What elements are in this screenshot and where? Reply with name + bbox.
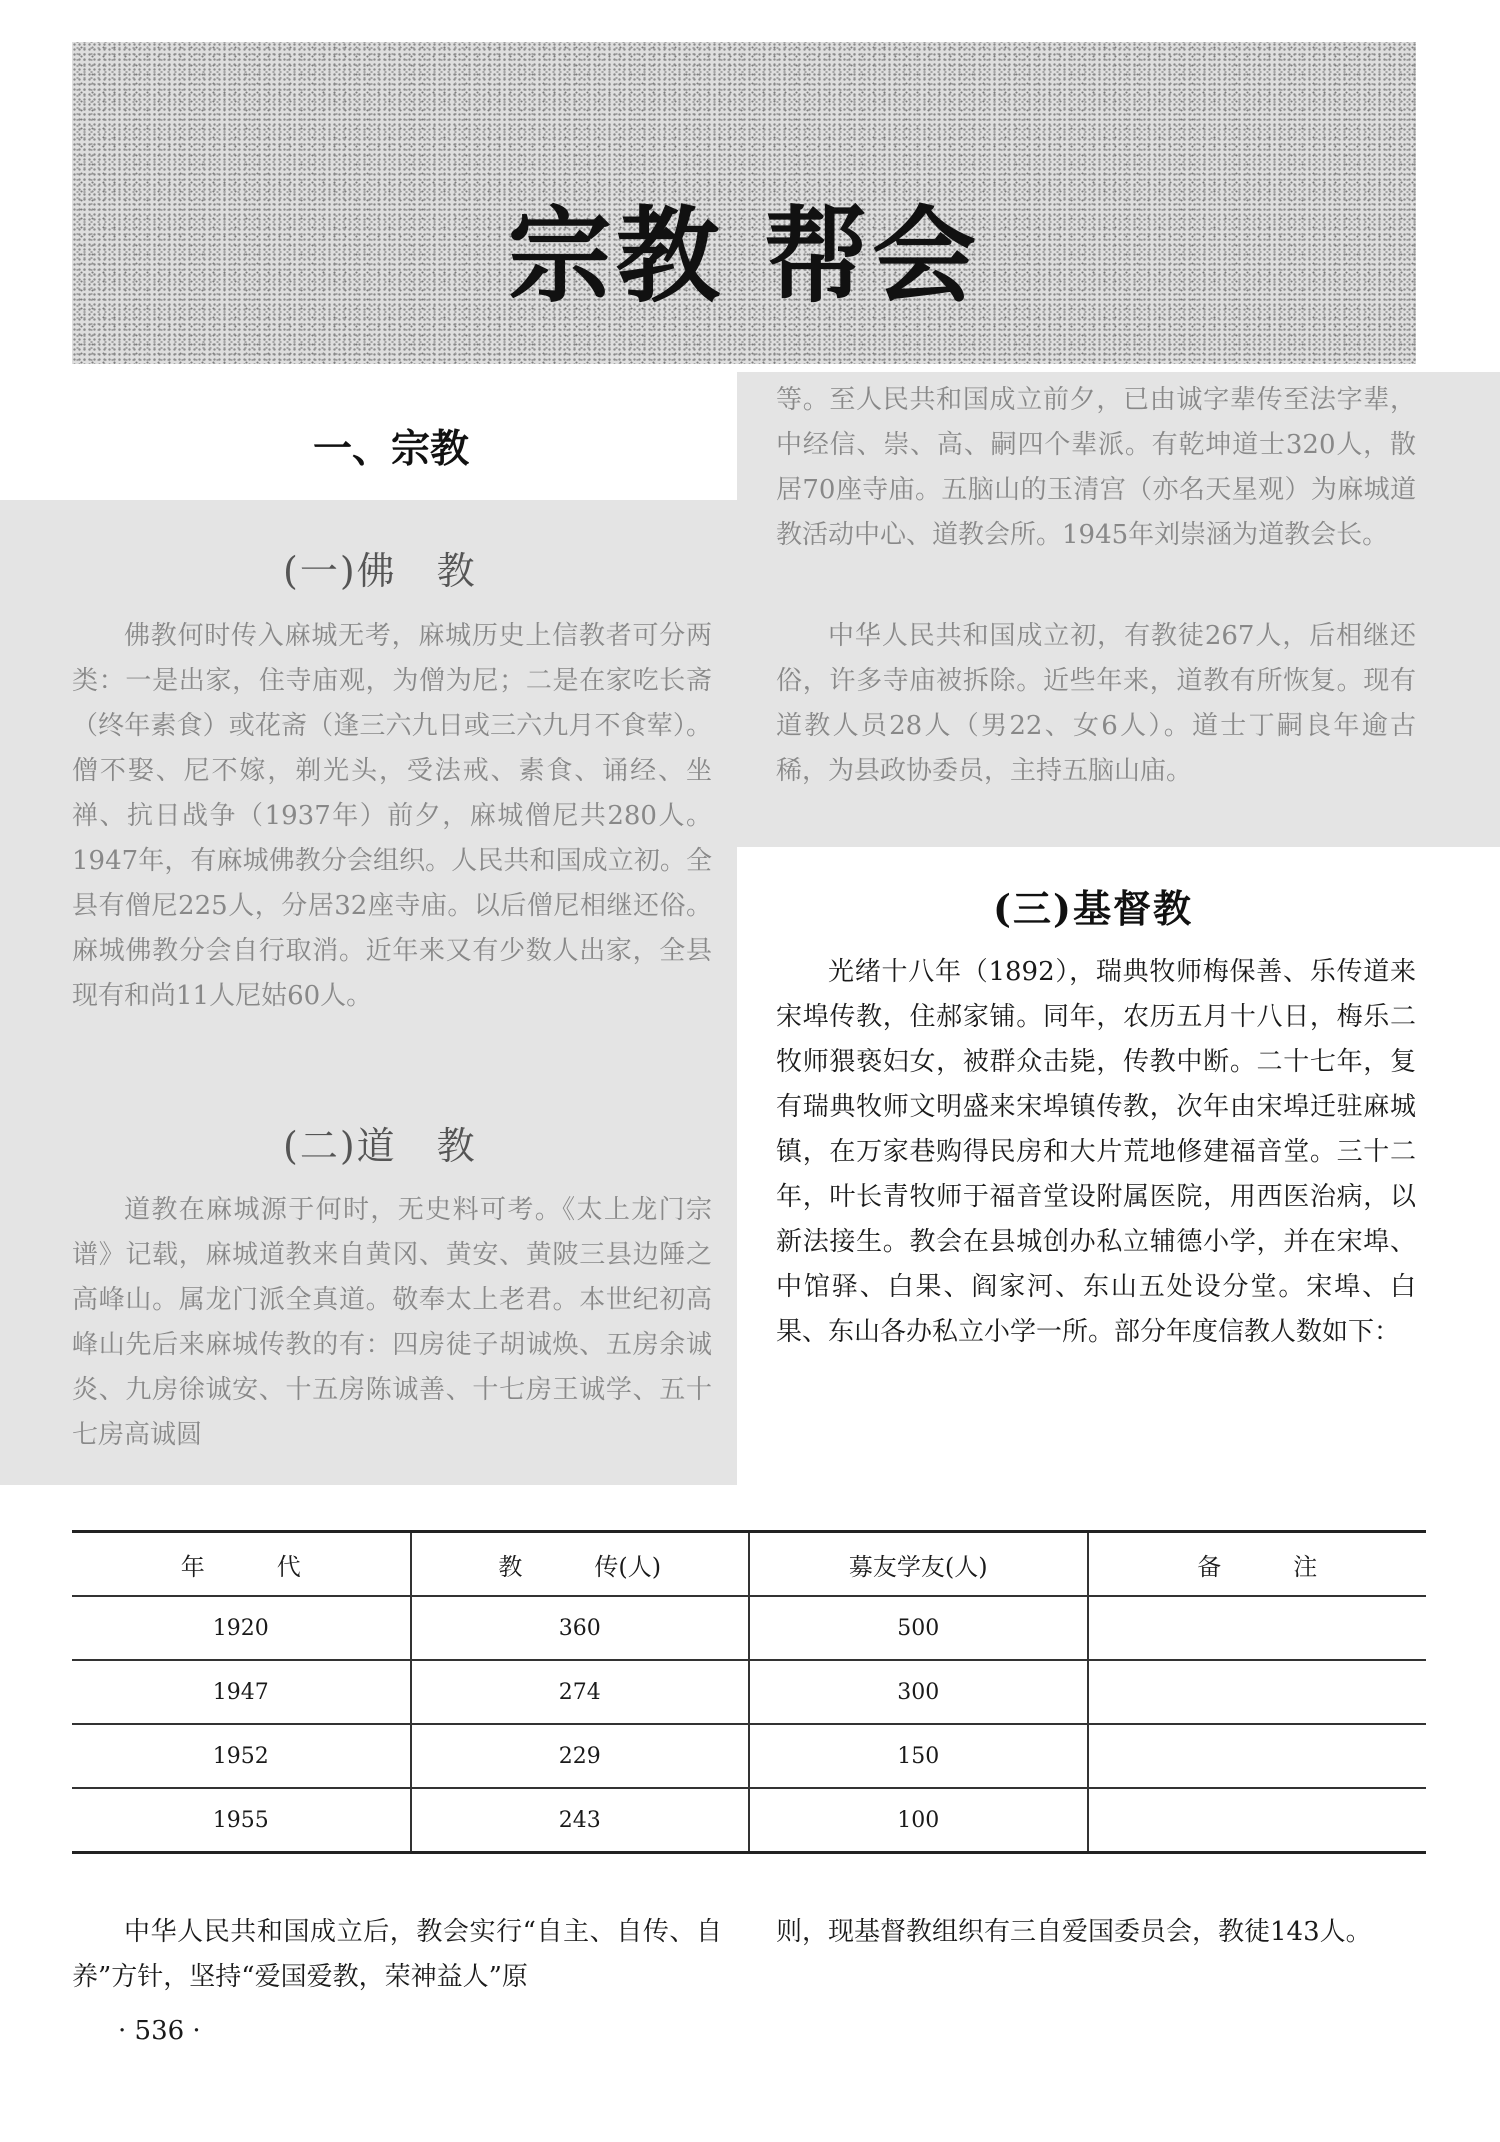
table-cell: 243 <box>411 1788 750 1853</box>
taoism-paragraph-2: 等。至人民共和国成立前夕，已由诚字辈传至法字辈，中经信、崇、高、嗣四个辈派。有乾坤道士320人，散居70座寺庙。五脑山的玉清宫（亦名天星观）为麻城道教活动中心、道教会所。1945年刘崇涵为道教会长。 <box>776 385 1416 550</box>
table-cell: 1920 <box>72 1596 411 1660</box>
table-cell <box>1088 1788 1427 1853</box>
table-cell <box>1088 1660 1427 1724</box>
page-number: · 536 · <box>118 2016 201 2046</box>
table-row <box>72 1724 1426 1788</box>
table-cell: 500 <box>749 1596 1088 1660</box>
column-header-missionaries: 教 传(人) <box>411 1532 750 1597</box>
table-cell: 1952 <box>72 1724 411 1788</box>
column-header-members: 募友学友(人) <box>749 1532 1088 1597</box>
table-row <box>72 1660 1426 1724</box>
table-cell: 229 <box>411 1724 750 1788</box>
taoism-paragraph-1: 道教在麻城源于何时，无史料可考。《太上龙门宗谱》记载，麻城道教来自黄冈、黄安、黄陂三县边陲之高峰山。属龙门派全真道。敬奉太上老君。本世纪初高峰山先后来麻城传教的有：四房徒子胡诚焕、五房余诚炎、九房徐诚安、十五房陈诚善、十七房王诚学、五十七房高诚圆 <box>72 1195 712 1450</box>
table-cell: 300 <box>749 1660 1088 1724</box>
buddhism-paragraph: 佛教何时传入麻城无考，麻城历史上信教者可分两类：一是出家，住寺庙观，为僧为尼；二是在家吃长斋（终年素食）或花斋（逢三六九日或三六九月不食荤）。僧不娶、尼不嫁，剃光头，受法戒、素食、诵经、坐禅、抗日战争（1937年）前夕，麻城僧尼共280人。1947年，有麻城佛教分会组织。人民共和国成立初。全县有僧尼225人，分居32座寺庙。以后僧尼相继还俗。麻城佛教分会自行取消。近年来又有少数人出家，全县现有和尚11人尼姑60人。 <box>72 621 712 1011</box>
table-header-row <box>72 1532 1426 1597</box>
table-cell: 100 <box>749 1788 1088 1853</box>
christianity-paragraph-2a: 中华人民共和国成立后，教会实行“自主、自传、自养”方针，坚持“爱国爱教，荣神益人”原 <box>72 1917 722 1992</box>
table-row <box>72 1788 1426 1853</box>
table-cell: 274 <box>411 1660 750 1724</box>
table-cell: 150 <box>749 1724 1088 1788</box>
column-header-remarks: 备 注 <box>1088 1532 1427 1597</box>
table-cell <box>1088 1596 1427 1660</box>
title-banner <box>72 42 1416 364</box>
christianity-paragraph-2b: 则，现基督教组织有三自爱国委员会，教徒143人。 <box>776 1917 1372 1947</box>
christianity-paragraph-1: 光绪十八年（1892），瑞典牧师梅保善、乐传道来宋埠传教，住郝家铺。同年，农历五月十八日，梅乐二牧师猥亵妇女，被群众击毙，传教中断。二十七年，复有瑞典牧师文明盛来宋埠镇传教，次年由宋埠迁驻麻城镇，在万家巷购得民房和大片荒地修建福音堂。三十二年，叶长青牧师于福音堂设附属医院，用西医治病，以新法接生。教会在县城创办私立辅德小学，并在宋埠、中馆驿、白果、阎家河、东山五处设分堂。宋埠、白果、东山各办私立小学一所。部分年度信教人数如下： <box>776 957 1416 1347</box>
buddhism-heading: (一)佛 教 <box>283 549 477 593</box>
table-row <box>72 1596 1426 1660</box>
taoism-paragraph-3: 中华人民共和国成立初，有教徒267人，后相继还俗，许多寺庙被拆除。近些年来，道教有所恢复。现有道教人员28人（男22、女6人）。道士丁嗣良年逾古稀，为县政协委员，主持五脑山庙。 <box>776 621 1416 786</box>
page-title: 宗教 帮会 <box>507 195 981 317</box>
section-title: 一、宗教 <box>313 427 470 472</box>
table-cell <box>1088 1724 1427 1788</box>
table-cell: 1955 <box>72 1788 411 1853</box>
believers-table <box>72 1530 1426 1854</box>
table-cell: 360 <box>411 1596 750 1660</box>
column-header-year: 年 代 <box>72 1532 411 1597</box>
taoism-heading: (二)道 教 <box>283 1124 477 1168</box>
table-cell: 1947 <box>72 1660 411 1724</box>
christianity-heading: (三)基督教 <box>993 886 1193 931</box>
